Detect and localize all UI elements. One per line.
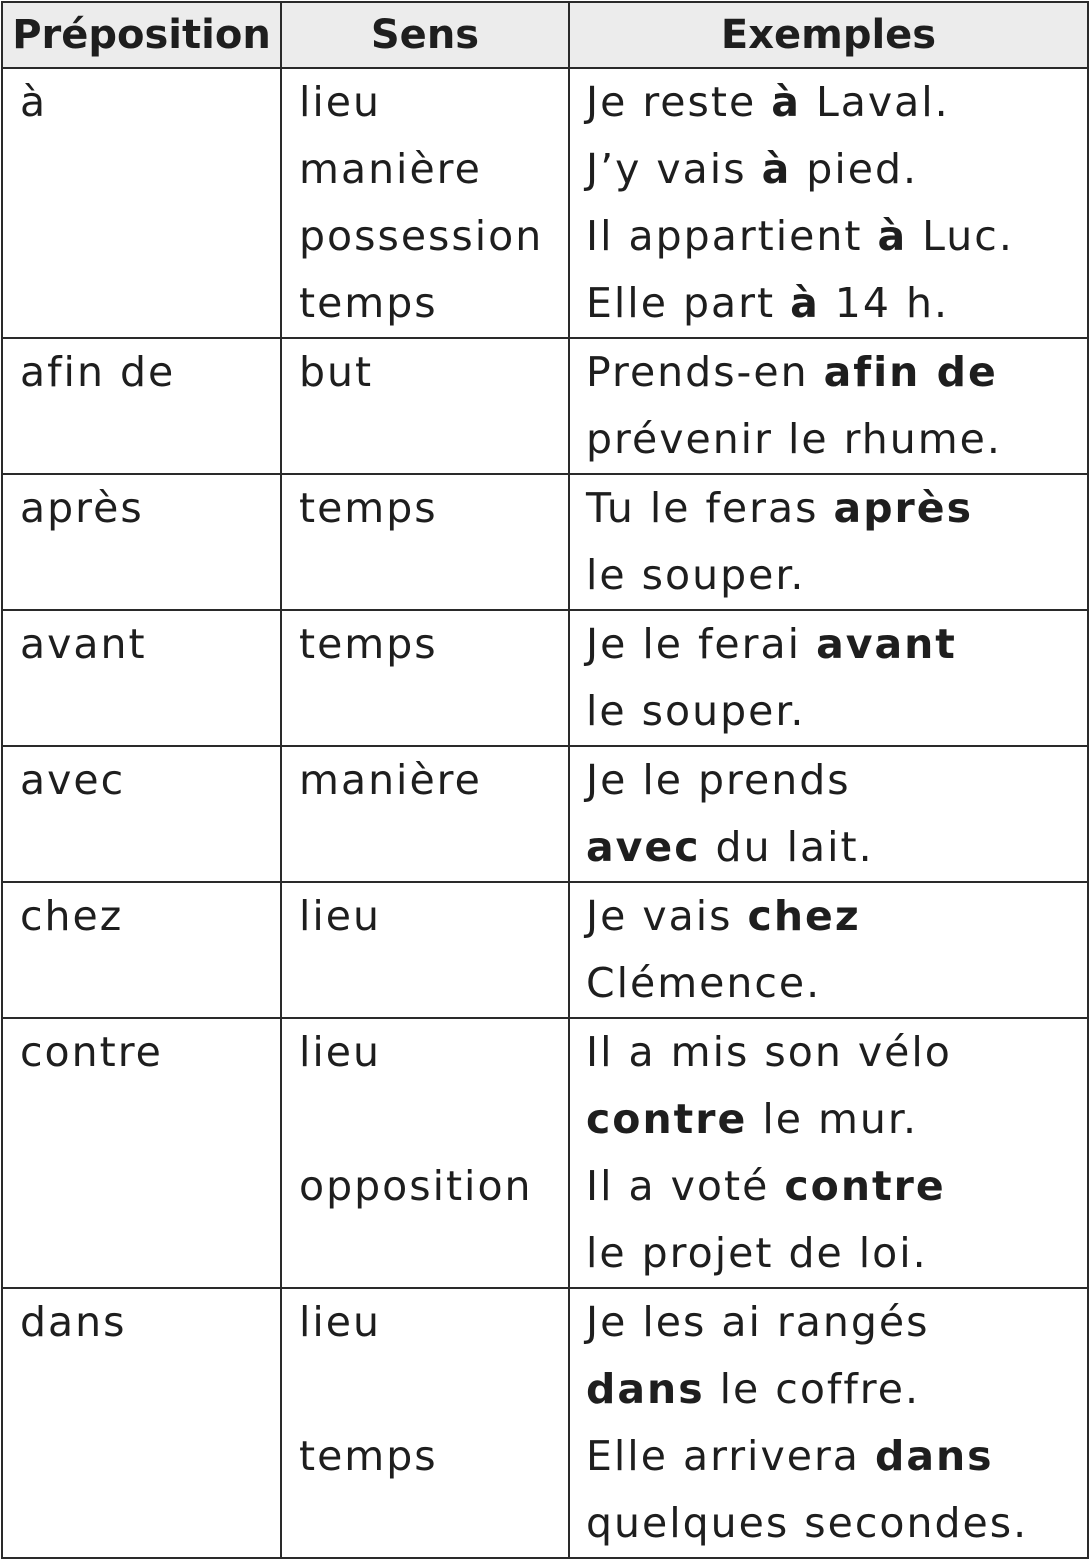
- example-line: [586, 1019, 1087, 1086]
- example-text: J’y vais: [586, 145, 762, 193]
- example-text: Je les ai rangés: [586, 1298, 930, 1346]
- table-row: [2, 610, 1088, 746]
- example-text: 14 h.: [819, 279, 949, 327]
- sens-text: [299, 406, 568, 473]
- sens-cell: [281, 1018, 569, 1288]
- header-exemples: Exemples: [569, 2, 1088, 68]
- example-line: [586, 1356, 1087, 1423]
- example-line: [586, 1289, 1087, 1356]
- sens-text: [299, 678, 568, 745]
- preposition-cell: [2, 338, 281, 474]
- preposition-cell: [2, 474, 281, 610]
- sens-cell: [281, 1288, 569, 1558]
- example-text: le projet de loi.: [586, 1229, 928, 1277]
- example-preposition-bold: dans: [586, 1365, 705, 1413]
- example-preposition-bold: à: [771, 78, 801, 126]
- sens-text: manière: [299, 756, 482, 804]
- table-row: [2, 1288, 1088, 1558]
- example-line: [586, 1086, 1087, 1153]
- example-text: Je le ferai: [586, 620, 817, 668]
- example-text: prévenir le rhume.: [586, 415, 1002, 463]
- example-text: Luc.: [907, 212, 1014, 260]
- sens-text: [299, 542, 568, 609]
- exemples-cell: [569, 338, 1088, 474]
- example-text: Prends-en: [586, 348, 824, 396]
- sens-text: possession: [299, 212, 544, 260]
- sens-text: [299, 1220, 568, 1287]
- example-line: [586, 270, 1087, 337]
- example-text: Il a voté: [586, 1162, 785, 1210]
- sens-text: temps: [299, 620, 438, 668]
- sens-cell: [281, 610, 569, 746]
- example-line: [586, 950, 1087, 1017]
- example-preposition-bold: à: [877, 212, 908, 260]
- preposition-text: avant: [20, 620, 147, 668]
- sens-text: manière: [299, 145, 482, 193]
- example-preposition-bold: dans: [874, 1432, 994, 1480]
- table-row: [2, 338, 1088, 474]
- sens-text: temps: [299, 1432, 438, 1480]
- table-row: [2, 474, 1088, 610]
- example-preposition-bold: chez: [747, 892, 861, 940]
- example-text: Elle arrivera: [586, 1432, 875, 1480]
- table-row: [2, 1018, 1088, 1288]
- example-text: Je reste: [586, 78, 772, 126]
- example-line: [586, 542, 1087, 609]
- exemples-cell: [569, 882, 1088, 1018]
- sens-text: [299, 1356, 568, 1423]
- sens-text: [299, 814, 568, 881]
- example-line: [586, 883, 1087, 950]
- example-text: pied.: [791, 145, 918, 193]
- preposition-text: contre: [20, 1028, 163, 1076]
- example-preposition-bold: à: [790, 279, 820, 327]
- sens-cell: [281, 474, 569, 610]
- example-preposition-bold: afin de: [823, 348, 998, 396]
- example-preposition-bold: après: [833, 484, 973, 532]
- example-text: le mur.: [747, 1095, 919, 1143]
- sens-text: lieu: [299, 1298, 381, 1346]
- sens-text: opposition: [299, 1162, 533, 1210]
- example-preposition-bold: à: [761, 145, 792, 193]
- example-line: [586, 747, 1087, 814]
- example-line: [586, 406, 1087, 473]
- preposition-cell: [2, 1018, 281, 1288]
- preposition-text: à: [20, 78, 48, 126]
- sens-text: but: [299, 348, 374, 396]
- exemples-cell: [569, 68, 1088, 338]
- example-line: [586, 69, 1087, 136]
- sens-cell: [281, 746, 569, 882]
- example-text: Je vais: [586, 892, 748, 940]
- table-row: [2, 746, 1088, 882]
- sens-text: lieu: [299, 78, 381, 126]
- exemples-cell: [569, 474, 1088, 610]
- example-preposition-bold: contre: [586, 1095, 748, 1143]
- example-text: Laval.: [800, 78, 950, 126]
- example-text: Elle part: [586, 279, 791, 327]
- header-row: [2, 2, 1088, 68]
- example-text: le souper.: [586, 687, 806, 735]
- example-text: le coffre.: [704, 1365, 920, 1413]
- exemples-cell: [569, 1018, 1088, 1288]
- sens-text: [299, 1490, 568, 1557]
- preposition-text: afin de: [20, 348, 176, 396]
- sens-text: lieu: [299, 892, 381, 940]
- sens-cell: [281, 338, 569, 474]
- example-line: [586, 1490, 1087, 1557]
- example-text: quelques secondes.: [586, 1499, 1029, 1547]
- example-line: [586, 611, 1087, 678]
- preposition-cell: [2, 1288, 281, 1558]
- header-sens: Sens: [281, 2, 569, 68]
- exemples-cell: [569, 610, 1088, 746]
- sens-cell: [281, 882, 569, 1018]
- example-line: [586, 475, 1087, 542]
- sens-cell: [281, 68, 569, 338]
- example-line: [586, 678, 1087, 745]
- example-line: [586, 1153, 1087, 1220]
- preposition-cell: [2, 68, 281, 338]
- example-line: [586, 203, 1087, 270]
- example-line: [586, 339, 1087, 406]
- preposition-table: [1, 1, 1089, 1559]
- example-preposition-bold: avec: [586, 823, 701, 871]
- example-text: Tu le feras: [586, 484, 834, 532]
- example-preposition-bold: avant: [816, 620, 957, 668]
- example-text: Il appartient: [586, 212, 878, 260]
- preposition-text: dans: [20, 1298, 127, 1346]
- preposition-cell: [2, 610, 281, 746]
- header-preposition: Préposition: [2, 2, 281, 68]
- example-text: Clémence.: [586, 959, 822, 1007]
- exemples-cell: [569, 746, 1088, 882]
- preposition-cell: [2, 746, 281, 882]
- example-text: du lait.: [700, 823, 874, 871]
- example-text: le souper.: [586, 551, 806, 599]
- example-text: Il a mis son vélo: [586, 1028, 952, 1076]
- preposition-cell: [2, 882, 281, 1018]
- example-preposition-bold: contre: [784, 1162, 946, 1210]
- example-line: [586, 1423, 1087, 1490]
- sens-text: temps: [299, 279, 438, 327]
- table-row: [2, 882, 1088, 1018]
- table-row: [2, 68, 1088, 338]
- sens-text: [299, 950, 568, 1017]
- table-header: [2, 2, 1088, 68]
- preposition-text: chez: [20, 892, 124, 940]
- sens-text: temps: [299, 484, 438, 532]
- table-body: [2, 68, 1088, 1558]
- example-line: [586, 136, 1087, 203]
- preposition-text: après: [20, 484, 144, 532]
- example-line: [586, 1220, 1087, 1287]
- preposition-text: avec: [20, 756, 126, 804]
- example-line: [586, 814, 1087, 881]
- example-text: Je le prends: [586, 756, 851, 804]
- sens-text: lieu: [299, 1028, 381, 1076]
- sens-text: [299, 1086, 568, 1153]
- exemples-cell: [569, 1288, 1088, 1558]
